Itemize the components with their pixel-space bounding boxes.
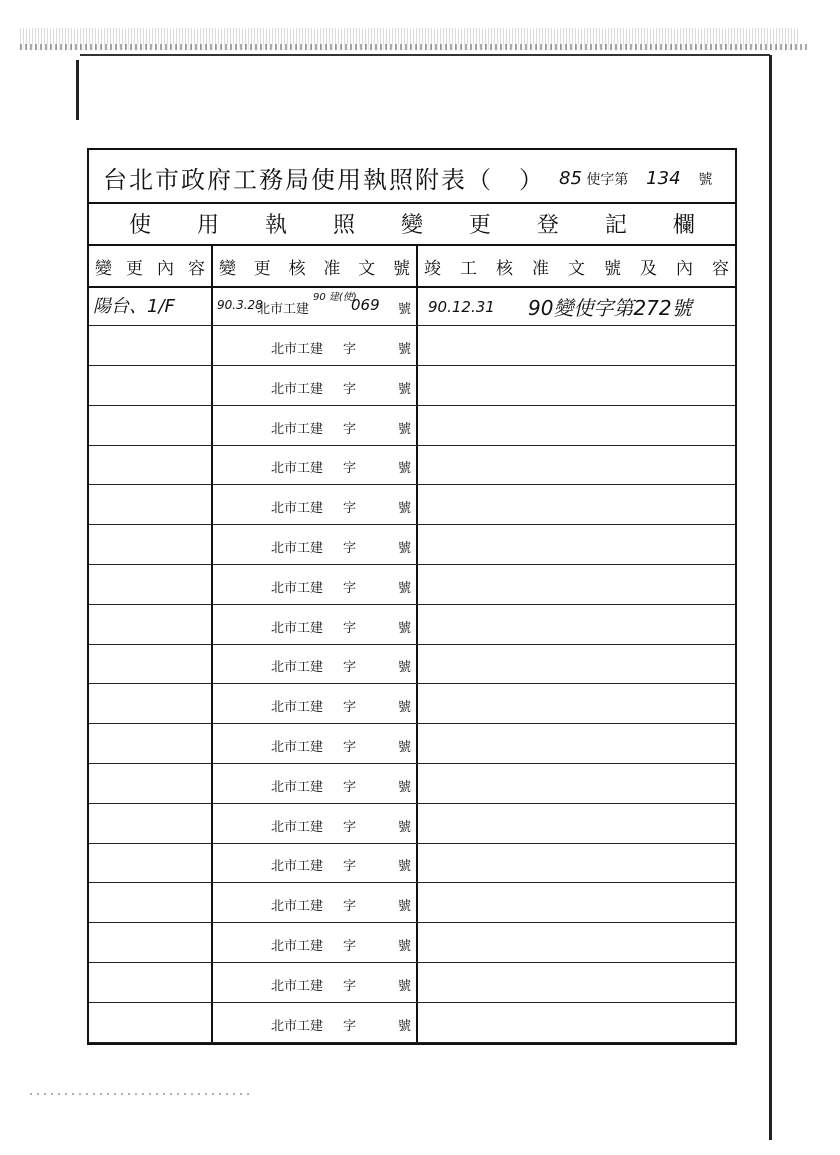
header-char: 文 (358, 258, 376, 279)
approval-zi: 字 (343, 978, 357, 994)
approval-zi: 字 (343, 859, 357, 875)
approval-hao: 號 (398, 501, 412, 517)
approval-suffix: 號 (398, 302, 412, 317)
approval-hao: 號 (398, 381, 412, 397)
approval-number-cell[interactable] (213, 445, 416, 484)
table-row (89, 286, 735, 326)
table-row (89, 406, 735, 446)
change-content-cell[interactable] (89, 366, 211, 405)
approval-number-cell[interactable] (213, 684, 416, 723)
approval-hao: 號 (398, 899, 412, 915)
approval-hao: 號 (398, 421, 412, 437)
permit-number (559, 168, 712, 189)
completion-date: 90.12.31 (428, 298, 495, 316)
approval-zi: 字 (343, 1018, 357, 1034)
approval-hao: 號 (398, 700, 412, 716)
approval-prefix: 北市工建 (271, 978, 324, 994)
approval-hao: 號 (398, 541, 412, 556)
completion-cell[interactable] (418, 644, 735, 683)
approval-zi: 字 (343, 501, 357, 517)
header-char: 容 (188, 258, 205, 279)
approval-number-cell[interactable] (213, 764, 416, 803)
completion-cell[interactable] (418, 883, 735, 922)
table-row (89, 366, 735, 406)
header-change-approval-no (213, 246, 416, 286)
table-row (89, 684, 735, 724)
form-title-row (89, 150, 735, 204)
approval-number-cell[interactable] (213, 485, 416, 524)
table-row (89, 804, 735, 844)
change-content-cell[interactable] (89, 445, 211, 484)
approval-number-cell[interactable] (213, 525, 416, 564)
table-row (89, 644, 735, 684)
approval-prefix: 北市工建 (271, 859, 324, 875)
completion-cell[interactable] (418, 923, 735, 962)
table-row (89, 843, 735, 883)
approval-hao: 號 (398, 740, 412, 755)
section-title-char: 用 (196, 212, 219, 238)
approval-hao: 號 (398, 1018, 412, 1034)
completion-cell[interactable] (418, 525, 735, 564)
approval-hao: 號 (398, 660, 412, 676)
approval-zi: 字 (343, 660, 357, 676)
approval-number-cell[interactable] (213, 843, 416, 882)
completion-cell (418, 286, 735, 325)
approval-zi: 字 (343, 939, 357, 954)
approval-number-cell[interactable] (213, 963, 416, 1002)
approval-zi: 字 (343, 541, 357, 556)
approval-zi: 字 (343, 700, 357, 716)
approval-hao: 號 (398, 580, 412, 596)
table-row (89, 445, 735, 485)
approval-hao: 號 (398, 978, 412, 994)
change-content-cell[interactable] (89, 724, 211, 763)
approval-number-cell[interactable] (213, 724, 416, 763)
change-content-cell[interactable] (89, 804, 211, 843)
approval-prefix: 北市工建 (271, 660, 324, 676)
completion-cell[interactable] (418, 764, 735, 803)
approval-prefix: 北市工建 (271, 580, 324, 596)
approval-prefix: 北市工建 (271, 620, 324, 636)
section-title-char: 欄 (672, 212, 695, 238)
change-content-cell[interactable] (89, 565, 211, 604)
approval-zi: 字 (343, 740, 357, 755)
header-change-content (89, 246, 211, 286)
header-char: 竣 (424, 258, 441, 279)
header-char: 號 (392, 258, 410, 279)
approval-hao: 號 (398, 939, 412, 954)
approval-prefix: 北市工建 (271, 1018, 324, 1034)
completion-cell[interactable] (418, 406, 735, 445)
change-content-cell[interactable] (89, 406, 211, 445)
table-row (89, 326, 735, 366)
approval-zi: 字 (343, 461, 357, 477)
approval-prefix: 北市工建 (271, 779, 324, 795)
approval-zi: 字 (343, 580, 357, 596)
section-title-char: 變 (400, 212, 423, 238)
change-content-cell[interactable] (89, 1003, 211, 1042)
page-frame-left-mark (76, 60, 79, 120)
approval-prefix: 北市工建 (271, 342, 324, 357)
approval-prefix: 北市工建 (271, 740, 324, 755)
header-char: 變 (95, 258, 112, 279)
completion-cell[interactable] (418, 804, 735, 843)
section-title-char: 使 (129, 212, 152, 238)
change-content-cell[interactable] (89, 963, 211, 1002)
table-row (89, 565, 735, 605)
change-content-cell[interactable] (89, 883, 211, 922)
approval-prefix: 北市工建 (271, 381, 324, 397)
completion-cell[interactable] (418, 485, 735, 524)
change-content-cell[interactable] (89, 843, 211, 882)
approval-zi: 字 (343, 899, 357, 915)
approval-date: 90.3.28 (217, 298, 263, 312)
header-char: 容 (712, 258, 729, 279)
permit-appendix-form (87, 148, 737, 1045)
approval-hao: 號 (398, 779, 412, 795)
header-char: 更 (253, 258, 271, 279)
approval-prefix: 北市工建 (271, 700, 324, 716)
change-content-cell[interactable] (89, 923, 211, 962)
section-title-char: 執 (264, 212, 287, 238)
page-frame-right (769, 55, 772, 1140)
change-content-cell[interactable] (89, 684, 211, 723)
scan-noise-edge (20, 44, 810, 50)
section-title (89, 202, 735, 246)
header-char: 內 (676, 258, 693, 279)
scan-noise-bottom (30, 1093, 250, 1095)
approval-zi: 字 (343, 421, 357, 437)
completion-cell[interactable] (418, 565, 735, 604)
approval-zi: 字 (343, 819, 357, 835)
approval-number-cell[interactable] (213, 565, 416, 604)
change-content-cell[interactable] (89, 764, 211, 803)
page-frame-top (80, 54, 770, 56)
section-title-char: 更 (468, 212, 491, 238)
table-row (89, 724, 735, 764)
section-title-char: 登 (536, 212, 559, 238)
permit-year: 85 (559, 168, 582, 189)
approval-number-cell[interactable] (213, 406, 416, 445)
approval-prefix: 北市工建 (271, 819, 324, 835)
table-row (89, 764, 735, 804)
change-content-cell[interactable] (89, 326, 211, 365)
approval-number-cell[interactable] (213, 883, 416, 922)
header-char: 核 (496, 258, 513, 279)
approval-number-cell[interactable] (213, 605, 416, 644)
change-content-cell: 陽台、1/F (93, 296, 175, 317)
approval-hao: 號 (398, 342, 412, 357)
approval-hao: 號 (398, 819, 412, 835)
header-char: 及 (640, 258, 657, 279)
section-title-char: 記 (604, 212, 627, 238)
approval-prefix: 北市工建 (271, 899, 324, 915)
header-completion-approval (418, 246, 735, 286)
table-row (89, 963, 735, 1003)
table-row (89, 1003, 735, 1043)
approval-zi: 字 (343, 381, 357, 397)
approval-prefix: 北市工建 (271, 461, 324, 477)
completion-cell[interactable] (418, 724, 735, 763)
approval-annotation: 90 建(使) (313, 292, 357, 303)
completion-cell[interactable] (418, 605, 735, 644)
approval-number-cell[interactable] (213, 644, 416, 683)
completion-cell[interactable] (418, 445, 735, 484)
approval-zi: 字 (343, 620, 357, 636)
table-row (89, 923, 735, 963)
completion-cell[interactable] (418, 1003, 735, 1042)
completion-cell[interactable] (418, 963, 735, 1002)
header-char: 准 (323, 258, 341, 279)
table-row (89, 605, 735, 645)
approval-number-cell[interactable] (213, 804, 416, 843)
table-row (89, 883, 735, 923)
section-title-char: 照 (332, 212, 355, 238)
approval-number-cell[interactable] (213, 923, 416, 962)
change-content-cell[interactable] (89, 644, 211, 683)
change-content-cell[interactable] (89, 485, 211, 524)
header-char: 准 (532, 258, 549, 279)
approval-number-cell[interactable] (213, 366, 416, 405)
header-char: 工 (460, 258, 477, 279)
approval-hao: 號 (398, 620, 412, 636)
completion-cell[interactable] (418, 366, 735, 405)
approval-number-cell[interactable] (213, 326, 416, 365)
permit-no-value: 134 (646, 168, 681, 189)
change-content-cell[interactable] (89, 605, 211, 644)
approval-prefix: 北市工建 (271, 421, 324, 437)
approval-hao: 號 (398, 859, 412, 875)
header-char: 核 (288, 258, 306, 279)
approval-prefix: 北市工建 (257, 302, 310, 317)
form-title: 台北市政府工務局使用執照附表（ ） (103, 166, 545, 194)
header-char: 變 (219, 258, 236, 279)
header-char: 號 (604, 258, 621, 279)
header-char: 更 (126, 258, 143, 279)
completion-text: 90變使字第272號 (528, 296, 692, 320)
completion-cell[interactable] (418, 684, 735, 723)
table-row (89, 525, 735, 565)
change-content-cell[interactable] (89, 525, 211, 564)
completion-cell[interactable] (418, 843, 735, 882)
completion-cell[interactable] (418, 326, 735, 365)
header-char: 內 (157, 258, 174, 279)
approval-number-cell (213, 286, 416, 325)
approval-number-cell[interactable] (213, 1003, 416, 1042)
header-char: 文 (568, 258, 585, 279)
permit-suffix: 號 (698, 172, 713, 188)
table-row (89, 485, 735, 525)
approval-number: 069 (351, 296, 380, 314)
approval-hao: 號 (398, 461, 412, 477)
approval-prefix: 北市工建 (271, 541, 324, 556)
approval-prefix: 北市工建 (271, 501, 324, 517)
permit-prefix: 使字第 (586, 172, 629, 188)
column-header-row (89, 246, 735, 288)
approval-zi: 字 (343, 779, 357, 795)
approval-prefix: 北市工建 (271, 939, 324, 954)
approval-zi: 字 (343, 342, 357, 357)
